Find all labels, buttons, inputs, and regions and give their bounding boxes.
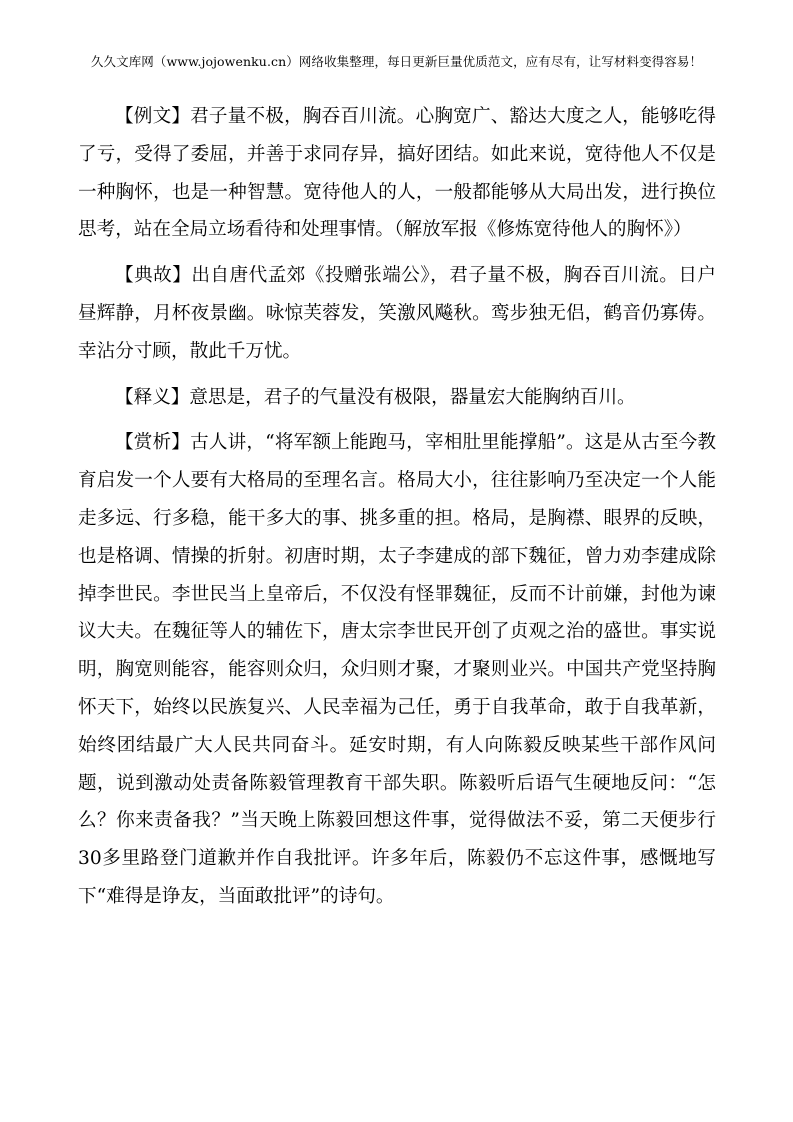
meaning-paragraph: 【释义】意思是，君子的气量没有极限，器量宏大能胸纳百川。 — [115, 386, 636, 408]
document-body — [78, 98, 716, 924]
page-header: 久久文库网（www.jojowenku.cn）网络收集整理，每日更新巨量优质范文，应有尽有，让写材料变得容易！ — [90, 54, 703, 69]
appreciation-paragraph: 【赏析】古人讲，“将军额上能跑马，宰相肚里能撑船”。这是从古至今教育启发一个人要有大格局的至理名言。格局大小，往往影响乃至决定一个人能走多远、行多稳，能干多大的事、挑多重的担。格局，是胸襟、眼界的反映，也是格调、情操的折射。初唐时期，太子李建成的部下魏征，曾力劝李建成除掉李世民。李世民当上皇帝后，不仅没有怪罪魏征，反而不计前嫌，封他为谏议大夫。在魏征等人的辅佐下，唐太宗李世民开创了贞观之治的盛世。事实说明，胸宽则能容，能容则众归，众归则才聚，才聚则业兴。中国共产党坚持胸怀天下，始终以民族复兴、人民幸福为己任，勇于自我革命，敢于自我革新，始终团结最广大人民共同奋斗。延安时期，有人向陈毅反映某些干部作风问题，说到激动处责备陈毅管理教育干部失职。陈毅听后语气生硬地反问：“怎么？你来责备我？”当天晚上陈毅回想这件事，觉得做法不妥，第二天便步行30多里路登门道歉并作自我批评。许多年后，陈毅仍不忘这件事，感慨地写下“难得是诤友，当面敢批评”的诗句。 — [78, 432, 716, 907]
allusion-paragraph: 【典故】出自唐代孟郊《投赠张端公》，君子量不极，胸吞百川流。日户昼辉静，月杯夜景幽。咏惊芙蓉发，笑激风飚秋。鸾步独无侣，鹤音仍寡俦。幸沾分寸顾，散此千万忧。 — [78, 265, 716, 362]
example-paragraph: 【例文】君子量不极，胸吞百川流。心胸宽广、豁达大度之人，能够吃得了亏，受得了委屈，并善于求同存异，搞好团结。如此来说，宽待他人不仅是一种胸怀，也是一种智慧。宽待他人的人，一般都能够从大局出发，进行换位思考，站在全局立场看待和处理事情。（解放军报《修炼宽待他人的胸怀》） — [78, 106, 716, 241]
